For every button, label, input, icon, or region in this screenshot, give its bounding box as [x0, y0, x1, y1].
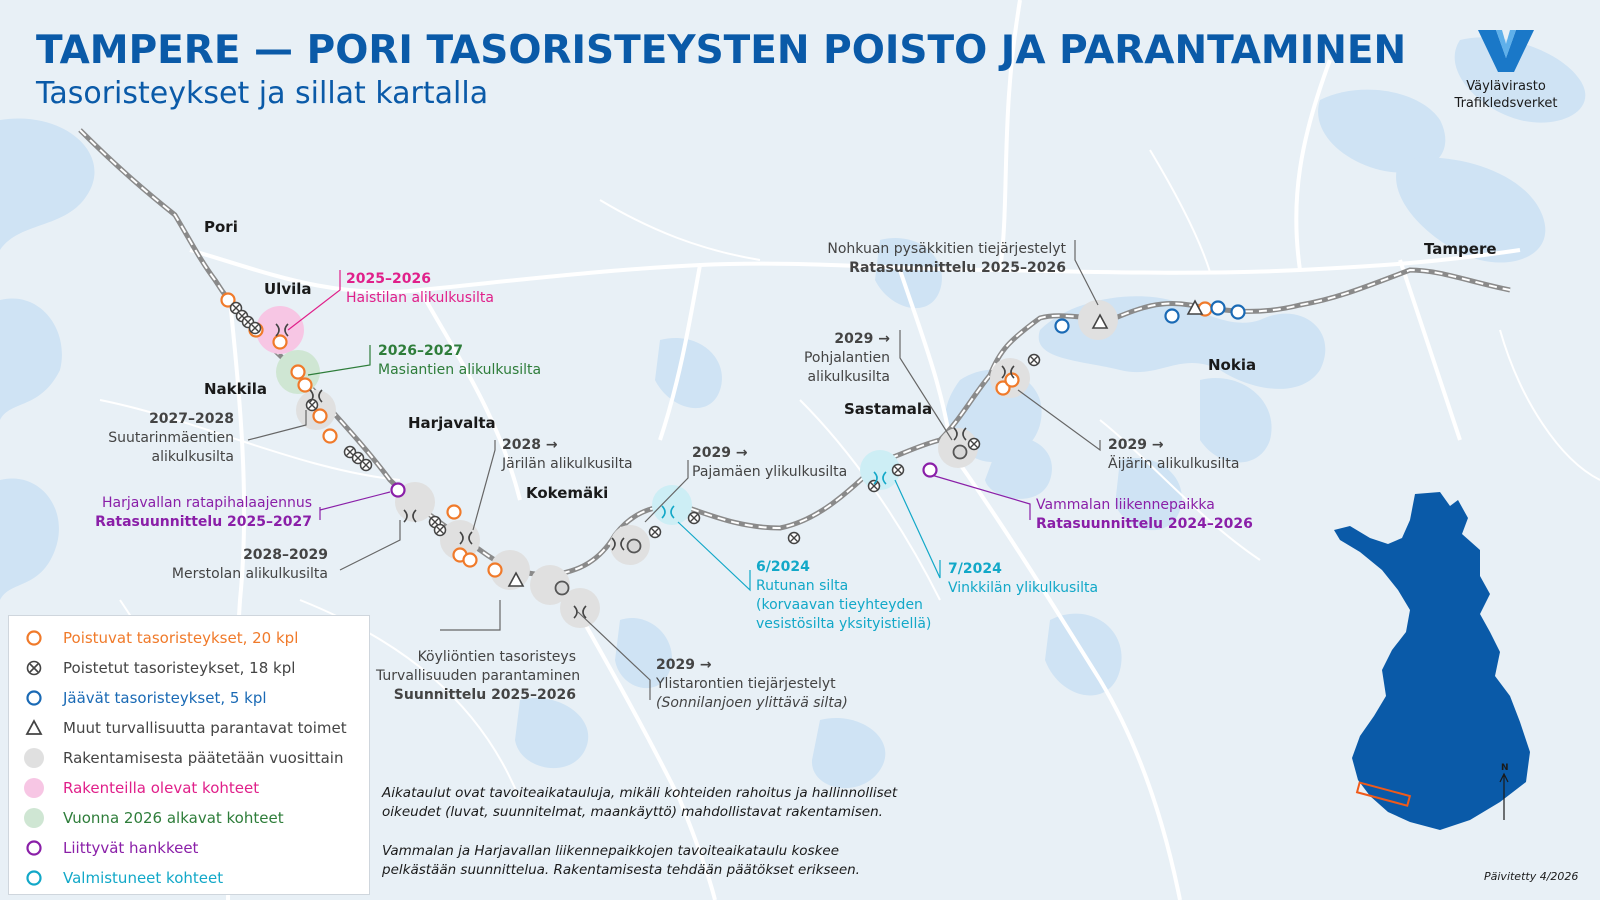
- annotation-plan: Ratasuunnittelu 2025–2027: [95, 514, 312, 530]
- cyan-ring-icon: [23, 867, 45, 889]
- removed-crossing-marker: [307, 400, 318, 411]
- legend-item-remaining: [23, 686, 267, 710]
- annotation-name: vesistösilta yksityistiellä): [756, 616, 932, 632]
- legend-item-under-construction: [23, 776, 259, 800]
- annotation-suutarinmaki: [96, 410, 234, 467]
- legend-item-removing: [23, 626, 298, 650]
- annotation-name: Ylistarontien tiejärjestelyt: [656, 676, 836, 692]
- annotation-name: Suutarinmäentien: [108, 430, 234, 446]
- page-subtitle: Tasoristeykset ja sillat kartalla: [36, 76, 489, 111]
- annotation-name: Masiantien alikulkusilta: [378, 362, 542, 378]
- annotation-name: Pohjalantien: [803, 350, 890, 366]
- annotation-ylistaro: [656, 656, 848, 713]
- annotation-name: Äijärin alikulkusilta: [1108, 456, 1240, 472]
- annotation-koylion-tie: [376, 648, 581, 705]
- city-label-nakkila: Nakkila: [204, 380, 268, 398]
- decided-yearly-marker: [954, 446, 967, 459]
- annotation-name: alikulkusilta: [807, 369, 890, 385]
- annotation-plan: Ratasuunnittelu 2025–2026: [849, 260, 1066, 276]
- annotation-name: (korvaavan tieyhteyden: [756, 597, 923, 613]
- legend-label: Jäävät tasoristeykset, 5 kpl: [63, 689, 267, 707]
- pink-disc-icon: [23, 777, 45, 799]
- removing-crossing-marker: [314, 410, 327, 423]
- legend-label: Vuonna 2026 alkavat kohteet: [63, 809, 284, 827]
- triangle-icon: [23, 717, 45, 739]
- logo-text-fi: Väylävirasto: [1466, 79, 1546, 94]
- annotation-nohkua: [790, 240, 1066, 278]
- annotation-plan: Ratasuunnittelu 2024–2026: [1036, 516, 1253, 532]
- annotation-year: 2029 →: [692, 445, 748, 461]
- crossed-circle-icon: [23, 657, 45, 679]
- annotation-pajamaki: [692, 444, 847, 482]
- finland-inset-map: [1330, 490, 1560, 880]
- legend-label: Liittyvät hankkeet: [63, 839, 199, 857]
- annotation-year: 2027–2028: [149, 411, 234, 427]
- note-schedule-1: Aikataulut ovat tavoiteaikatauluja, mikäli kohteiden rahoitus ja hallinnolliset: [382, 785, 898, 801]
- annotation-haistila: [346, 270, 494, 308]
- remaining-crossing-marker: [1212, 302, 1225, 315]
- annotation-year: 2029 →: [834, 331, 890, 347]
- north-arrow-label: N: [1501, 763, 1509, 773]
- legend-item-decided-yearly: [23, 746, 343, 770]
- city-label-kokemaki: Kokemäki: [526, 484, 609, 502]
- annotation-name: Rutunan silta: [756, 578, 849, 594]
- city-label-pori: Pori: [204, 218, 238, 236]
- annotation-name: Turvallisuuden parantaminen: [376, 668, 581, 684]
- annotation-year: 2028–2029: [243, 547, 328, 563]
- city-label-nokia: Nokia: [1208, 356, 1257, 374]
- annotation-harjavalta-yard: [60, 494, 312, 532]
- related-project-marker: [924, 464, 937, 477]
- annotation-plan: Suunnittelu 2025–2026: [393, 687, 576, 703]
- city-label-tampere: Tampere: [1424, 240, 1497, 258]
- leader-lines: [248, 240, 1100, 700]
- annotation-name: Merstolan alikulkusilta: [171, 566, 328, 582]
- legend-label: Rakentamisesta päätetään vuosittain: [63, 749, 344, 767]
- annotation-masiantie: [378, 342, 541, 380]
- updated-date: Päivitetty 4/2026: [1484, 870, 1579, 883]
- related-project-marker: [392, 484, 405, 497]
- halo-completed: [652, 485, 692, 525]
- annotation-year: 2026–2027: [378, 343, 463, 359]
- removing-crossing-marker: [464, 554, 477, 567]
- legend-item-start-2026: [23, 806, 284, 830]
- annotation-name: Harjavallan ratapihalaajennus: [102, 495, 312, 511]
- removed-crossing-marker: [969, 439, 980, 450]
- remaining-crossing-marker: [1232, 306, 1245, 319]
- annotation-year: 2029 →: [656, 657, 712, 673]
- annotation-note: (Sonnilanjoen ylittävä silta): [656, 695, 848, 711]
- annotation-pohjalantie: [770, 330, 890, 387]
- removing-crossing-marker: [274, 336, 287, 349]
- page-title: TAMPERE — PORI TASORISTEYSTEN POISTO JA PARANTAMINEN: [36, 28, 1407, 73]
- remaining-crossing-marker: [1056, 320, 1069, 333]
- annotation-name: Vammalan liikennepaikka: [1036, 497, 1215, 513]
- annotation-name: Pajamäen ylikulkusilta: [692, 464, 848, 480]
- legend-label: Muut turvallisuutta parantavat toimet: [63, 719, 347, 737]
- removed-crossing-marker: [250, 323, 261, 334]
- removed-crossing-marker: [650, 527, 661, 538]
- removed-crossing-marker: [435, 525, 446, 536]
- annotation-jarila: [502, 436, 633, 474]
- removing-crossing-marker: [489, 564, 502, 577]
- city-label-sastamala: Sastamala: [844, 400, 933, 418]
- removed-crossing-marker: [1029, 355, 1040, 366]
- annotation-name: Nohkuan pysäkkitien tiejärjestelyt: [827, 241, 1066, 257]
- annotation-merstola: [140, 546, 328, 584]
- city-label-harjavalta: Harjavalta: [408, 414, 496, 432]
- map-legend: [8, 615, 370, 895]
- removed-crossing-marker: [869, 481, 880, 492]
- city-label-ulvila: Ulvila: [264, 280, 312, 298]
- removing-crossing-marker: [292, 366, 305, 379]
- removed-crossing-marker: [361, 460, 372, 471]
- note-planning-2: pelkästään suunnittelua. Rakentamisesta tehdään päätökset erikseen.: [382, 862, 860, 878]
- removed-crossing-marker: [893, 465, 904, 476]
- finland-shape: [1334, 492, 1530, 830]
- legend-item-safety: [23, 716, 347, 740]
- gray-disc-icon: [23, 747, 45, 769]
- legend-label: Rakenteilla olevat kohteet: [63, 779, 260, 797]
- annotation-name: Haistilan alikulkusilta: [346, 290, 494, 306]
- removing-crossing-marker: [448, 506, 461, 519]
- legend-item-related: [23, 836, 198, 860]
- annotation-vinkkila: [948, 560, 1098, 598]
- annotation-name: Vinkkilän ylikulkusilta: [948, 580, 1099, 596]
- note-schedule-2: oikeudet (luvat, suunnitelmat, maankäyttö) mahdollistavat rakentamisen.: [382, 804, 883, 820]
- annotation-name: Järilän alikulkusilta: [502, 456, 633, 472]
- annotation-rutuna: [756, 558, 931, 634]
- removing-crossing-marker: [324, 430, 337, 443]
- removed-crossing-marker: [789, 533, 800, 544]
- purple-ring-icon: [23, 837, 45, 859]
- annotation-aijari: [1108, 436, 1239, 474]
- remaining-crossing-marker: [1166, 310, 1179, 323]
- removing-crossing-marker: [299, 379, 312, 392]
- decided-yearly-marker: [628, 540, 641, 553]
- annotation-year: 7/2024: [948, 561, 1002, 577]
- annotation-vammala: [1036, 496, 1253, 534]
- legend-item-removed: [23, 656, 295, 680]
- annotation-name: Köyliöntien tasoristeys: [417, 649, 576, 665]
- decided-yearly-marker: [556, 582, 569, 595]
- annotation-year: 6/2024: [756, 559, 810, 575]
- blue-ring-icon: [23, 687, 45, 709]
- legend-label: Poistetut tasoristeykset, 18 kpl: [63, 659, 296, 677]
- legend-label: Poistuvat tasoristeykset, 20 kpl: [63, 629, 299, 647]
- logo-text-sv: Trafikledsverket: [1454, 96, 1558, 111]
- annotation-year: 2028 →: [502, 437, 558, 453]
- orange-ring-icon: [23, 627, 45, 649]
- annotation-year: 2029 →: [1108, 437, 1164, 453]
- v-logo-icon: [1476, 28, 1536, 74]
- legend-label: Valmistuneet kohteet: [63, 869, 224, 887]
- annotation-name: alikulkusilta: [151, 449, 234, 465]
- annotation-year: 2025–2026: [346, 271, 431, 287]
- note-planning-1: Vammalan ja Harjavallan liikennepaikkojen tavoiteaikataulu koskee: [382, 843, 840, 859]
- vaylavirasto-logo: [1446, 28, 1566, 112]
- removed-crossing-marker: [689, 513, 700, 524]
- legend-item-completed: [23, 866, 223, 890]
- green-disc-icon: [23, 807, 45, 829]
